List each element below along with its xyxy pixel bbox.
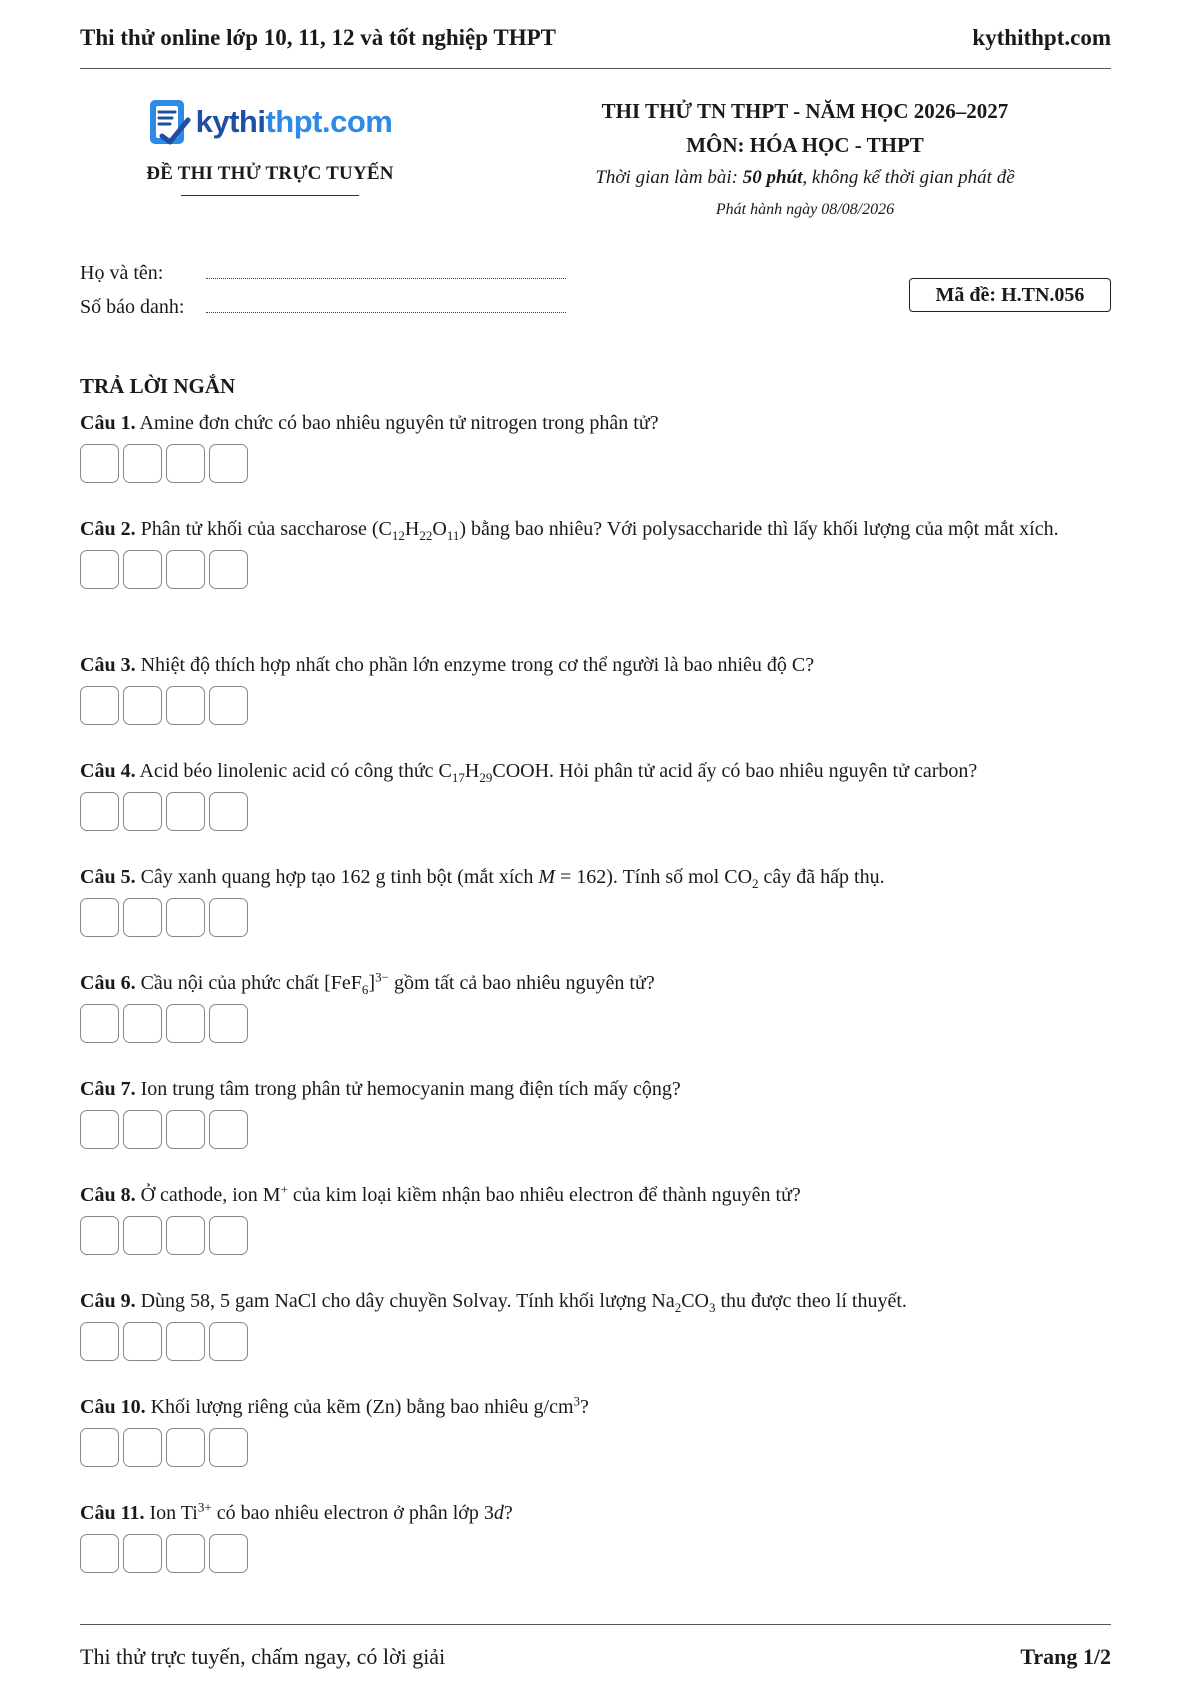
answer-boxes bbox=[80, 1004, 1111, 1043]
answer-box[interactable] bbox=[209, 444, 248, 483]
logo-text: kythithpt.com bbox=[195, 104, 393, 139]
answer-box[interactable] bbox=[166, 1216, 205, 1255]
answer-boxes bbox=[80, 898, 1111, 937]
answer-box[interactable] bbox=[123, 1322, 162, 1361]
answer-box[interactable] bbox=[80, 550, 119, 589]
footer-text: Thi thử trực tuyến, chấm ngay, có lời giải bbox=[80, 1644, 446, 1669]
exam-subject: MÔN: HÓA HỌC - THPT bbox=[686, 133, 924, 157]
answer-box[interactable] bbox=[80, 1004, 119, 1043]
name-label: Họ và tên: bbox=[80, 262, 164, 284]
answer-box[interactable] bbox=[166, 1534, 205, 1573]
answer-box[interactable] bbox=[209, 792, 248, 831]
question-4: Câu 4. Acid béo linolenic acid có công thức $C_{17}H_{29}COOH$. Hỏi phân tử acid ấy có bao nhiêu nguyên tử carbon? bbox=[80, 756, 1111, 831]
answer-box[interactable] bbox=[209, 686, 248, 725]
question-6: Câu 6. Cầu nội của phức chất $[FeF_6]^{3-}$ gồm tất cả bao nhiêu nguyên tử? bbox=[80, 968, 1111, 1043]
question-5: Câu 5. Cây xanh quang hợp tạo 162 g tinh bột (mắt xích M = 162). Tính số mol $CO_2$ cây đã hấp thụ. bbox=[80, 862, 1111, 937]
answer-box[interactable] bbox=[166, 1004, 205, 1043]
answer-box[interactable] bbox=[166, 1428, 205, 1467]
page-header bbox=[80, 18, 1111, 58]
id-label: Số báo danh: bbox=[80, 296, 185, 318]
question-3: Câu 3. Nhiệt độ thích hợp nhất cho phần lớn enzyme trong cơ thể người là bao nhiêu độ C? bbox=[80, 650, 1111, 725]
exam-code-badge: Mã đề: H.TN.056 bbox=[909, 278, 1111, 312]
footer-divider bbox=[80, 1624, 1111, 1625]
answer-box[interactable] bbox=[209, 1428, 248, 1467]
id-field[interactable] bbox=[206, 300, 566, 313]
question-10: Câu 10. Khối lượng riêng của kẽm (Zn) bằng bao nhiêu $g/cm^3$? bbox=[80, 1392, 1111, 1467]
question-7: Câu 7. Ion trung tâm trong phân tử hemocyanin mang điện tích mấy cộng? bbox=[80, 1074, 1111, 1149]
answer-box[interactable] bbox=[209, 550, 248, 589]
header-title: Thi thử online lớp 10, 11, 12 và tốt nghiệp THPT bbox=[80, 25, 556, 50]
answer-boxes bbox=[80, 1428, 1111, 1467]
answer-box[interactable] bbox=[209, 1534, 248, 1573]
question-1: Câu 1. Amine đơn chức có bao nhiêu nguyên tử nitrogen trong phân tử? bbox=[80, 408, 1111, 483]
answer-box[interactable] bbox=[166, 1322, 205, 1361]
exam-heading bbox=[540, 94, 1070, 226]
answer-box[interactable] bbox=[123, 898, 162, 937]
answer-box[interactable] bbox=[166, 898, 205, 937]
answer-box[interactable] bbox=[209, 1322, 248, 1361]
exam-time: Thời gian làm bài: 50 phút, không kể thời gian phát đề bbox=[595, 167, 1015, 188]
answer-box[interactable] bbox=[123, 792, 162, 831]
answer-box[interactable] bbox=[80, 1110, 119, 1149]
logo-icon bbox=[148, 96, 192, 148]
answer-box[interactable] bbox=[123, 1110, 162, 1149]
answer-box[interactable] bbox=[166, 1110, 205, 1149]
answer-box[interactable] bbox=[80, 444, 119, 483]
question-2: Câu 2. Phân tử khối của saccharose $(C_{12}H_{22}O_{11})$ bằng bao nhiêu? Với polysaccharide thì lấy khối lượng của một mắt xích. bbox=[80, 514, 1111, 589]
question-8: Câu 8. Ở cathode, ion M+ của kim loại kiềm nhận bao nhiêu electron để thành nguyên tử? bbox=[80, 1180, 1111, 1255]
answer-boxes bbox=[80, 1534, 1111, 1573]
answer-box[interactable] bbox=[80, 686, 119, 725]
name-field[interactable] bbox=[206, 266, 566, 279]
page-number: Trang 1/2 bbox=[1020, 1644, 1111, 1669]
answer-boxes bbox=[80, 1322, 1111, 1361]
brand-subtitle: ĐỀ THI THỬ TRỰC TUYẾN bbox=[146, 163, 394, 184]
student-info bbox=[80, 262, 566, 330]
question-9: Câu 9. Dùng 58, 5 gam NaCl cho dây chuyền Solvay. Tính khối lượng $Na_2CO_3$ thu được theo lí thuyết. bbox=[80, 1286, 1111, 1361]
answer-box[interactable] bbox=[123, 550, 162, 589]
section-title: TRẢ LỜI NGẮN bbox=[80, 374, 236, 398]
brand-underline bbox=[181, 195, 359, 196]
answer-box[interactable] bbox=[123, 1004, 162, 1043]
answer-boxes bbox=[80, 792, 1111, 831]
answer-box[interactable] bbox=[80, 1322, 119, 1361]
answer-boxes bbox=[80, 1216, 1111, 1255]
answer-box[interactable] bbox=[209, 1110, 248, 1149]
answer-box[interactable] bbox=[166, 550, 205, 589]
header-divider bbox=[80, 68, 1111, 69]
page-footer bbox=[80, 1644, 1111, 1670]
answer-box[interactable] bbox=[80, 1534, 119, 1573]
answer-box[interactable] bbox=[123, 686, 162, 725]
answer-box[interactable] bbox=[80, 1216, 119, 1255]
answer-box[interactable] bbox=[123, 1216, 162, 1255]
question-11: Câu 11. Ion $Ti^{3+}$ có bao nhiêu electron ở phân lớp 3d? bbox=[80, 1498, 1111, 1573]
header-site: kythithpt.com bbox=[972, 25, 1111, 50]
answer-box[interactable] bbox=[209, 1004, 248, 1043]
answer-box[interactable] bbox=[123, 444, 162, 483]
answer-boxes bbox=[80, 1110, 1111, 1149]
answer-boxes bbox=[80, 444, 1111, 483]
exam-title: THI THỬ TN THPT - NĂM HỌC 2026–2027 bbox=[601, 99, 1009, 123]
brand-block bbox=[80, 92, 460, 196]
answer-box[interactable] bbox=[209, 1216, 248, 1255]
answer-box[interactable] bbox=[80, 1428, 119, 1467]
answer-box[interactable] bbox=[166, 686, 205, 725]
exam-release-date: Phát hành ngày 08/08/2026 bbox=[715, 201, 895, 218]
answer-box[interactable] bbox=[166, 444, 205, 483]
answer-box[interactable] bbox=[166, 792, 205, 831]
answer-box[interactable] bbox=[80, 898, 119, 937]
site-logo bbox=[148, 92, 393, 152]
answer-boxes bbox=[80, 686, 1111, 725]
answer-boxes bbox=[80, 550, 1111, 589]
answer-box[interactable] bbox=[123, 1428, 162, 1467]
answer-box[interactable] bbox=[209, 898, 248, 937]
answer-box[interactable] bbox=[123, 1534, 162, 1573]
answer-box[interactable] bbox=[80, 792, 119, 831]
